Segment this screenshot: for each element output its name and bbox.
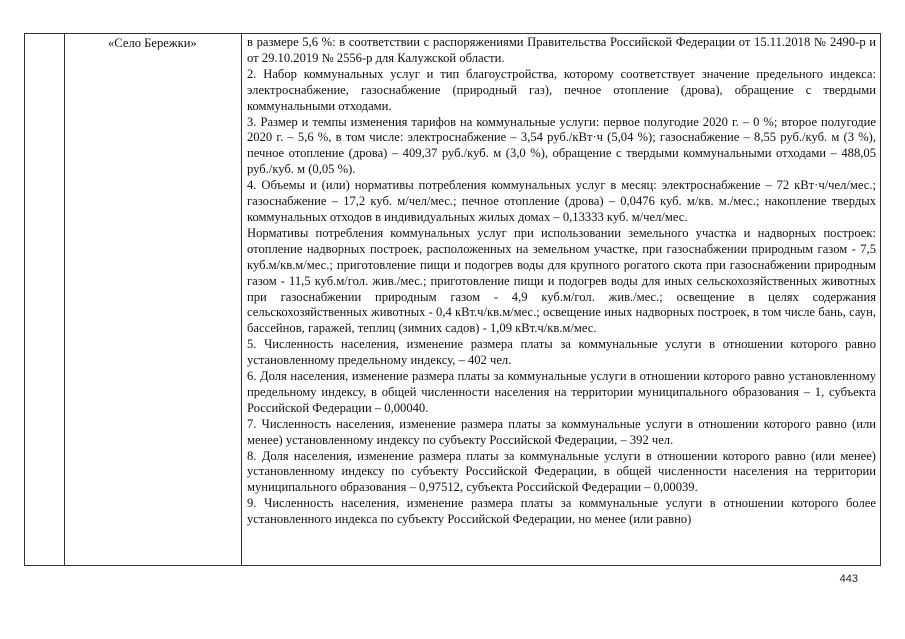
paragraph-norms: Нормативы потребления коммунальных услуг при использовании земельного участка и надворных построек: отопление надворных построек, расположенных на земельном участке, при газоснабжении природным газом - 7,5 куб.м/кв.м/мес.; приготовление пищи и подогрев воды для крупного рогатого скота при газоснабжении природным газом - 11,5 куб.м/гол. жив./мес.; приготовление пищи и подогрев воды для иных сельскохозяйственных животных при газоснабжении природным газом - 4,9 куб.м/гол. жив./мес.; освещение в целях содержания сельскохозяйственных животных - 0,4 кВт.ч/кв.м/мес.; освещение иных надворных построек, в том числе бань, саун, бассейнов, гаражей, теплиц (зимних садов) - 1,09 кВт.ч/кв.м/мес.	[247, 225, 876, 336]
paragraph-4: 4. Объемы и (или) нормативы потребления коммунальных услуг в месяц: электроснабжение – 72 кВт·ч/чел/мес.; газоснабжение – 17,2 куб. м/чел/мес.; печное отопление (дрова) – 0,0476 куб. м/кв. м./мес.; накопление твердых коммунальных отходов в индивидуальных жилых домах – 0,13333 куб. м/чел/мес.	[247, 178, 876, 224]
paragraph-8: 8. Доля населения, изменение размера платы за коммунальные услуги в отношении которого равно (или менее) установленному индексу по субъекту Российской Федерации, в общей численности населения на территории муниципального образования – 0,97512, субъекта Российской Федерации – 0,00039.	[247, 448, 876, 495]
paragraph-2: 2. Набор коммунальных услуг и тип благоустройства, которому соответствует значение предельного индекса: электроснабжение, газоснабжение (природный газ), печное отопление (дрова), обращение с твердыми коммунальными отходами.	[247, 66, 876, 113]
tariff-table	[24, 33, 881, 566]
table-cell-text	[242, 34, 881, 566]
paragraph-3: 3. Размер и темпы изменения тарифов на коммунальные услуги: первое полугодие 2020 г. – 0 %; второе полугодие 2020 г. – 5,6 %, в том числе: электроснабжение – 3,54 руб./кВт·ч (5,04 %); газоснабжение – 8,55 руб./куб. м (3 %), печное отопление (дрова) – 409,37 руб./куб. м (3,0 %), обращение с твердыми коммунальными отходами – 488,05 руб./куб. м (0,05 %).	[247, 114, 876, 177]
text-block	[242, 34, 880, 565]
paragraph-9: 9. Численность населения, изменение размера платы за коммунальные услуги в отношении которого более установленного индекса по субъекту Российской Федерации, но менее (или равно)	[247, 496, 876, 527]
table-row	[25, 34, 881, 566]
paragraph-6: 6. Доля населения, изменение размера платы за коммунальные услуги в отношении которого равно установленному предельному индексу, в общей численности населения на территории муниципального образования – 1, субъекта Российской Федерации – 0,00040.	[247, 369, 876, 415]
table-cell-settlement	[65, 34, 242, 566]
page-number: 443	[839, 573, 858, 585]
paragraph-5: 5. Численность населения, изменение размера платы за коммунальные услуги в отношении которого равно установленному предельному индексу, – 402 чел.	[247, 337, 876, 368]
paragraph-7: 7. Численность населения, изменение размера платы за коммунальные услуги в отношении которого равно (или менее) установленному индексу по субъекту Российской Федерации, – 392 чел.	[247, 416, 876, 447]
settlement-name: «Село Бережки»	[108, 36, 197, 50]
paragraph-intro: в размере 5,6 %: в соответствии с распоряжениями Правительства Российской Федерации от 15.11.2018 № 2490-р и от 29.10.2019 № 2556-р для Калужской области.	[247, 35, 876, 65]
table-cell-empty	[25, 34, 65, 566]
